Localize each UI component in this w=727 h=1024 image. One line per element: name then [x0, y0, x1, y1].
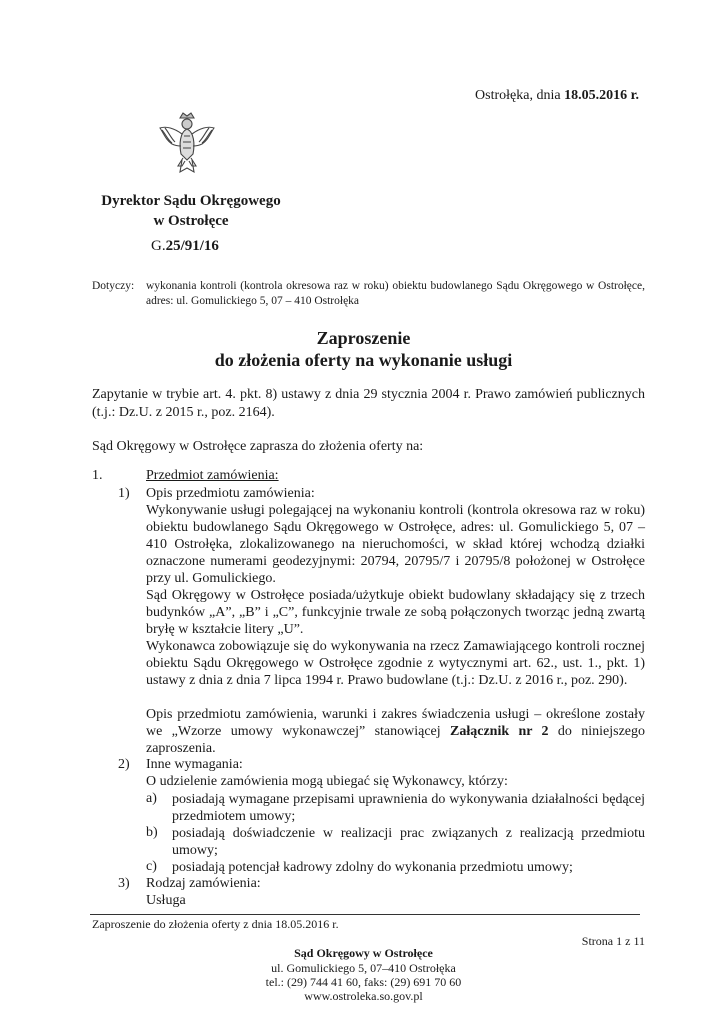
document-date: 18.05.2016 r.	[564, 88, 639, 103]
footer-court-name	[0, 946, 727, 961]
document-subtitle: do złożenia oferty na wykonanie usługi	[214, 350, 513, 370]
footer-divider	[90, 914, 640, 915]
subject-description-text: Wykonywanie usługi polegającej na wykonaniu kontroli (kontrola okresowa raz w roku) obiektu budowlanego Sądu Okręgowego w Ostrołęce, adres: ul. Gomulickiego 5, 07 – 410 Ostrołęka, zlokalizowanego na nieruchomości, w skład której wchodzą działki oznaczone numerami geodezyjnymi: 20794, 20795/7 i 20795/8 położonej w Ostrołęce przy ul. Gomulickiego.	[146, 503, 645, 586]
document-title: Zaproszenie	[316, 328, 411, 348]
subject-description-paragraph	[146, 502, 645, 587]
footer-court-name-text: Sąd Okręgowy w Ostrołęce	[294, 946, 433, 960]
item-heading: Rodzaj zamówienia:	[146, 876, 261, 891]
case-reference	[151, 238, 219, 255]
attachment-reference: Załącznik nr 2	[450, 724, 549, 739]
polish-eagle-emblem-icon	[158, 110, 216, 180]
contractor-obligation-text: Wykonawca zobowiązuje się do wykonywania na rzecz Zamawiającego kontroli rocznej obiektu Sądu Okręgowego w Ostrołęce zgodnie z wytycznymi art. 62., ust. 1., pkt. 1) ustawy z dnia z dnia 7 lipca 1994 r. Prawo budowlane (t.j.: Dz.U. z 2016 r., poz. 290).	[146, 639, 645, 688]
list-letter: b)	[146, 825, 158, 840]
requirement-staff: posiadają potencjał kadrowy zdolny do wykonania przedmiotu umowy;	[172, 860, 573, 875]
invitation-paragraph: Sąd Okręgowy w Ostrołęce zaprasza do złożenia oferty na:	[92, 439, 424, 454]
order-type-value: Usługa	[146, 893, 186, 908]
place-date-prefix: Ostrołęka, dnia	[475, 88, 561, 103]
requirement-qualifications: posiadają wymagane przepisami uprawnienia do wykonywania działalności będącej przedmiotem umowy;	[172, 792, 645, 824]
item-number: 2)	[118, 757, 130, 772]
footer-address: ul. Gomulickiego 5, 07–410 Ostrołęka	[271, 961, 456, 975]
case-reference-number: 25/91/16	[165, 238, 219, 254]
footer-document-reference: Zaproszenie do złożenia oferty z dnia 18.05.2016 r.	[92, 917, 339, 931]
building-description-paragraph	[146, 587, 645, 638]
place-and-date	[475, 88, 639, 104]
issuer-title: Dyrektor Sądu Okręgowego	[101, 193, 281, 209]
regarding-block	[92, 279, 645, 309]
page-number: Strona 1 z 11	[581, 934, 645, 948]
regarding-text: wykonania kontroli (kontrola okresowa raz w roku) obiektu budowlanego Sądu Okręgowego w Ostrołęce, adres: ul. Gomulickiego 5, 07 – 410 Ostrołęka	[146, 280, 645, 307]
contract-template-paragraph	[146, 706, 645, 757]
legal-basis-paragraph: Zapytanie w trybie art. 4. pkt. 8) ustawy z dnia 29 stycznia 2004 r. Prawo zamówień publicznych (t.j.: Dz.U. z 2015 r., poz. 2164).	[92, 387, 645, 420]
case-reference-prefix: G.	[151, 238, 166, 254]
section-number: 1.	[92, 468, 103, 483]
building-description-text: Sąd Okręgowy w Ostrołęce posiada/użytkuje obiekt budowlany składający się z trzech budynków „A”, „B” i „C”, funkcyjnie trwale ze sobą połączonych tworząc jedną zwartą bryłę w kształcie litery „U”.	[146, 588, 645, 637]
contract-template-text-start: Opis przedmiotu zamówienia, warunki i zakres świadczenia usługi – określone zostały we „Wzorze umowy wykonawczej” stanowiącej	[146, 707, 645, 739]
item-heading: Opis przedmiotu zamówienia:	[146, 486, 315, 501]
item-heading: Inne wymagania:	[146, 757, 243, 772]
item-number: 1)	[118, 486, 130, 501]
footer-phone-fax: tel.: (29) 744 41 60, faks: (29) 691 70 60	[265, 975, 462, 989]
contract-template-text	[146, 706, 645, 757]
section-heading: Przedmiot zamówienia:	[146, 468, 279, 483]
contractor-obligation-paragraph	[146, 638, 645, 689]
requirement-experience: posiadają doświadczenie w realizacji prac związanych z realizacją przedmiotu umowy;	[172, 826, 645, 858]
requirements-intro: O udzielenie zamówienia mogą ubiegać się Wykonawcy, którzy:	[146, 774, 508, 789]
item-number: 3)	[118, 876, 130, 891]
footer-website: www.ostroleka.so.gov.pl	[304, 989, 423, 1003]
list-letter: a)	[146, 791, 157, 806]
list-letter: c)	[146, 859, 157, 874]
issuer-location: w Ostrołęce	[153, 213, 229, 229]
contract-template-text-end: do niniejszego zaproszenia.	[146, 724, 646, 756]
regarding-label: Dotyczy:	[92, 280, 135, 292]
